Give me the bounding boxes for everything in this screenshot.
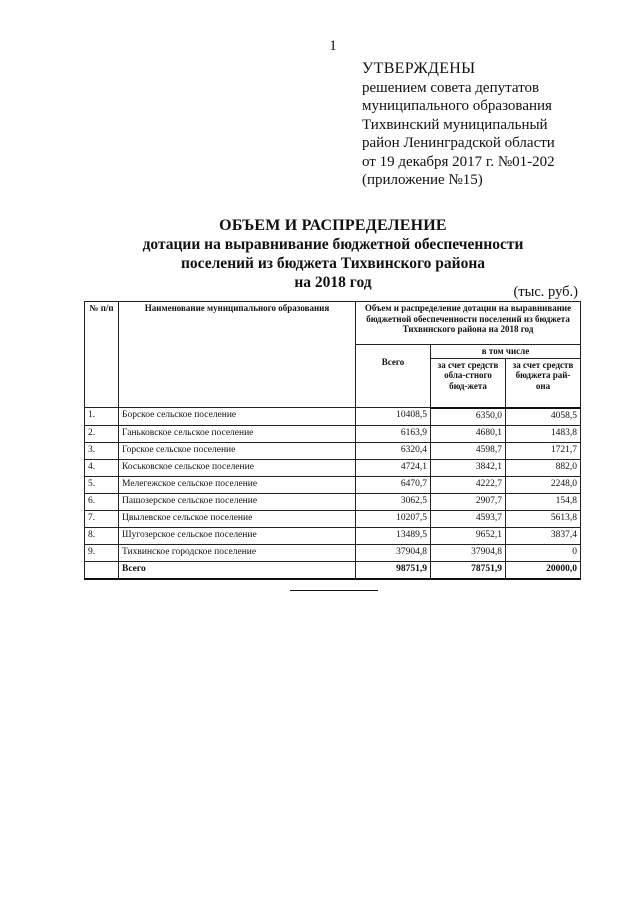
total-district: 20000,0 [506, 561, 581, 579]
document-title [0, 216, 640, 292]
row-number: 9. [85, 544, 119, 561]
row-regional: 3842,1 [431, 459, 506, 476]
row-number: 3. [85, 442, 119, 459]
row-name: Коськовское сельское поселение [119, 459, 356, 476]
header-regional: за счет средств обла-стного бюд-жета [431, 358, 506, 408]
table-row [85, 510, 581, 527]
row-name: Цвылевское сельское поселение [119, 510, 356, 527]
row-number: 1. [85, 408, 119, 426]
total-regional: 78751,9 [431, 561, 506, 579]
approval-line: район Ленинградской области [362, 135, 555, 151]
approval-line: Тихвинский муниципальный [362, 116, 548, 133]
approval-line: решением совета депутатов [362, 79, 540, 96]
table-row [85, 442, 581, 459]
end-divider [290, 590, 378, 591]
approval-stamp [362, 60, 555, 190]
approval-line: (приложение №15) [362, 172, 483, 188]
row-name: Горское сельское поселение [119, 442, 356, 459]
row-regional: 37904,8 [431, 544, 506, 561]
row-number: 2. [85, 425, 119, 442]
row-number: 7. [85, 510, 119, 527]
row-regional: 4222,7 [431, 476, 506, 493]
row-total: 10207,5 [356, 510, 431, 527]
unit-label: (тыс. руб.) [513, 284, 578, 300]
row-district: 5613,8 [506, 510, 581, 527]
row-number: 5. [85, 476, 119, 493]
row-total: 3062,5 [356, 493, 431, 510]
title-line-2: дотации на выравнивание бюджетной обеспеченности [142, 236, 524, 253]
total-number [85, 561, 119, 579]
approval-line: от 19 декабря 2017 г. №01-202 [362, 153, 555, 170]
header-number: № п/п [85, 302, 119, 408]
row-district: 1721,7 [506, 442, 581, 459]
row-total: 6320,4 [356, 442, 431, 459]
subsidy-table [84, 301, 581, 580]
row-district: 4058,5 [506, 408, 581, 426]
table-row [85, 476, 581, 493]
row-district: 3837,4 [506, 527, 581, 544]
row-name: Борское сельское поселение [119, 408, 356, 426]
row-district: 1483,8 [506, 425, 581, 442]
table-row [85, 527, 581, 544]
header-total: Всего [356, 345, 431, 408]
table-row [85, 408, 581, 426]
row-number: 8. [85, 527, 119, 544]
header-including: в том числе [431, 345, 581, 359]
table-row [85, 425, 581, 442]
row-total: 13489,5 [356, 527, 431, 544]
row-regional: 4680,1 [431, 425, 506, 442]
row-total: 6470,7 [356, 476, 431, 493]
row-number: 4. [85, 459, 119, 476]
row-regional: 6350,0 [431, 408, 506, 426]
title-line-1: ОБЪЕМ И РАСПРЕДЕЛЕНИЕ [219, 217, 447, 234]
approval-heading: УТВЕРЖДЕНЫ [362, 60, 476, 77]
row-total: 37904,8 [356, 544, 431, 561]
header-group: Объем и распределение дотации на выравнивание бюджетной обеспеченности поселений из бюджета Тихвинского района на 2018 год [356, 302, 581, 345]
row-name: Пашозерское сельское поселение [119, 493, 356, 510]
row-total: 10408,5 [356, 408, 431, 426]
row-total: 4724,1 [356, 459, 431, 476]
header-district: за счет средств бюджета рай-она [506, 358, 581, 408]
title-line-4: на 2018 год [294, 274, 372, 291]
table-row [85, 459, 581, 476]
row-regional: 9652,1 [431, 527, 506, 544]
total-name: Всего [119, 561, 356, 579]
row-name: Шугозерское сельское поселение [119, 527, 356, 544]
row-district: 2248,0 [506, 476, 581, 493]
row-regional: 2907,7 [431, 493, 506, 510]
row-district: 882,0 [506, 459, 581, 476]
approval-line: муниципального образования [362, 98, 552, 114]
table-row [85, 493, 581, 510]
row-name: Мелегежское сельское поселение [119, 476, 356, 493]
row-regional: 4593,7 [431, 510, 506, 527]
row-total: 6163,9 [356, 425, 431, 442]
title-line-3: поселений из бюджета Тихвинского района [180, 255, 486, 272]
row-name: Ганьковское сельское поселение [119, 425, 356, 442]
page-number: 1 [329, 38, 337, 54]
row-district: 154,8 [506, 493, 581, 510]
row-number: 6. [85, 493, 119, 510]
total-total: 98751,9 [356, 561, 431, 579]
header-name: Наименование муниципального образования [119, 302, 356, 408]
row-regional: 4598,7 [431, 442, 506, 459]
table-row [85, 544, 581, 561]
total-row [85, 561, 581, 579]
row-district: 0 [506, 544, 581, 561]
row-name: Тихвинское городское поселение [119, 544, 356, 561]
